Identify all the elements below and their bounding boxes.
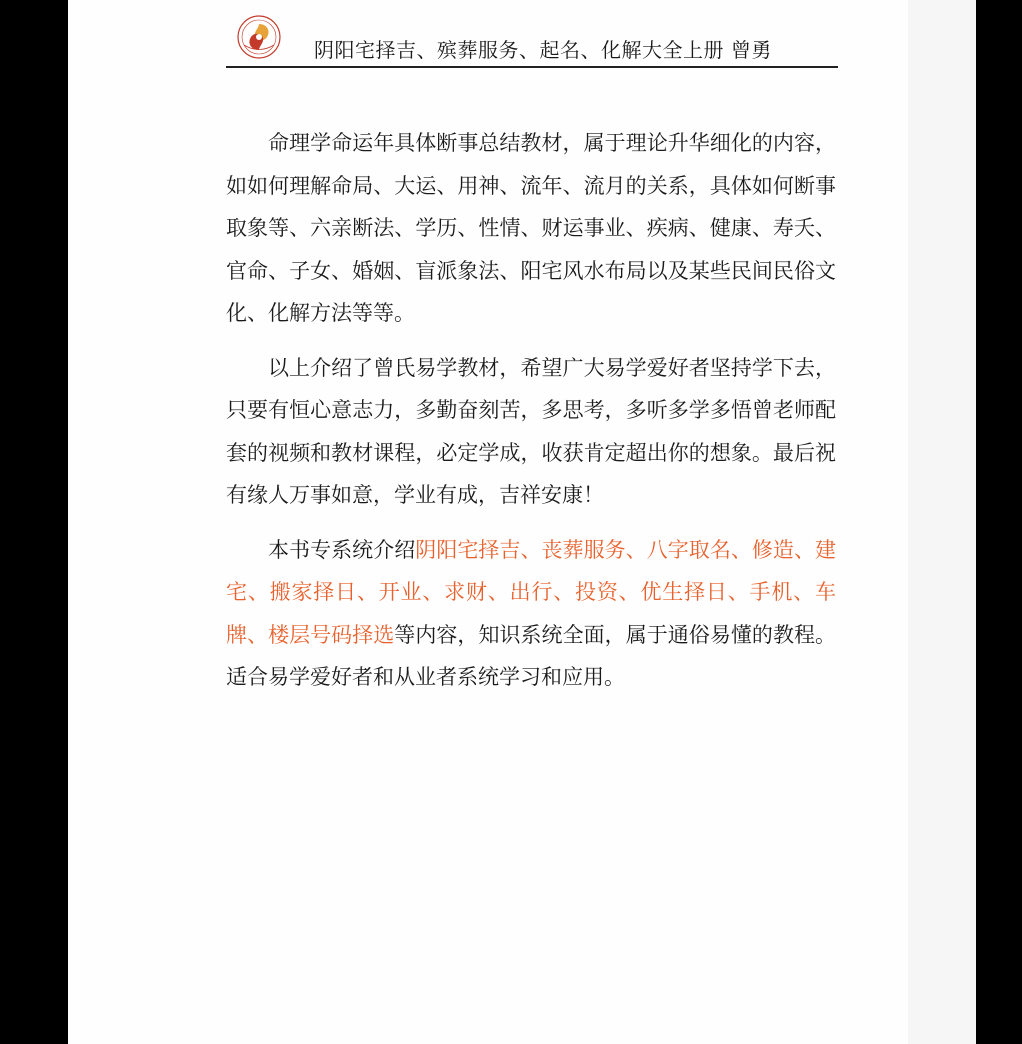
paragraph-3 bbox=[226, 529, 836, 699]
page-header bbox=[226, 14, 838, 68]
publisher-logo bbox=[234, 14, 284, 60]
paragraph-3-highlight: 阴阳宅择吉、丧葬服务、八字取名、修造、建宅、搬家择日、开业、求财、出行、投资、优生择日、手机、车牌、楼层号码择选 bbox=[226, 537, 837, 647]
document-body bbox=[226, 122, 836, 699]
page-shadow-edge bbox=[908, 0, 976, 1044]
paragraph-1: 命理学命运年具体断事总结教材，属于理论升华细化的内容，如如何理解命局、大运、用神、流年、流月的关系，具体如何断事取象等、六亲断法、学历、性情、财运事业、疾病、健康、寿夭、官命、子女、婚姻、盲派象法、阳宅风水布局以及某些民间民俗文化、化解方法等等。 bbox=[226, 131, 836, 325]
paragraph-2: 以上介绍了曾氏易学教材，希望广大易学爱好者坚持学下去，只要有恒心意志力，多勤奋刻苦，多思考，多听多学多悟曾老师配套的视频和教材课程，必定学成，收获肯定超出你的想象。最后祝有缘人万事如意，学业有成，吉祥安康！ bbox=[226, 355, 836, 507]
paragraph-3-intro: 本书专系统介绍 bbox=[268, 537, 416, 562]
document-page bbox=[68, 0, 962, 1044]
paragraph-3-rest: 等内容，知识系统全面，属于通俗易懂的教程。适合易学爱好者和从业者系统学习和应用。 bbox=[226, 622, 837, 689]
header-divider bbox=[226, 66, 838, 68]
header-title: 阴阳宅择吉、殡葬服务、起名、化解大全上册 曾勇 bbox=[314, 38, 772, 62]
